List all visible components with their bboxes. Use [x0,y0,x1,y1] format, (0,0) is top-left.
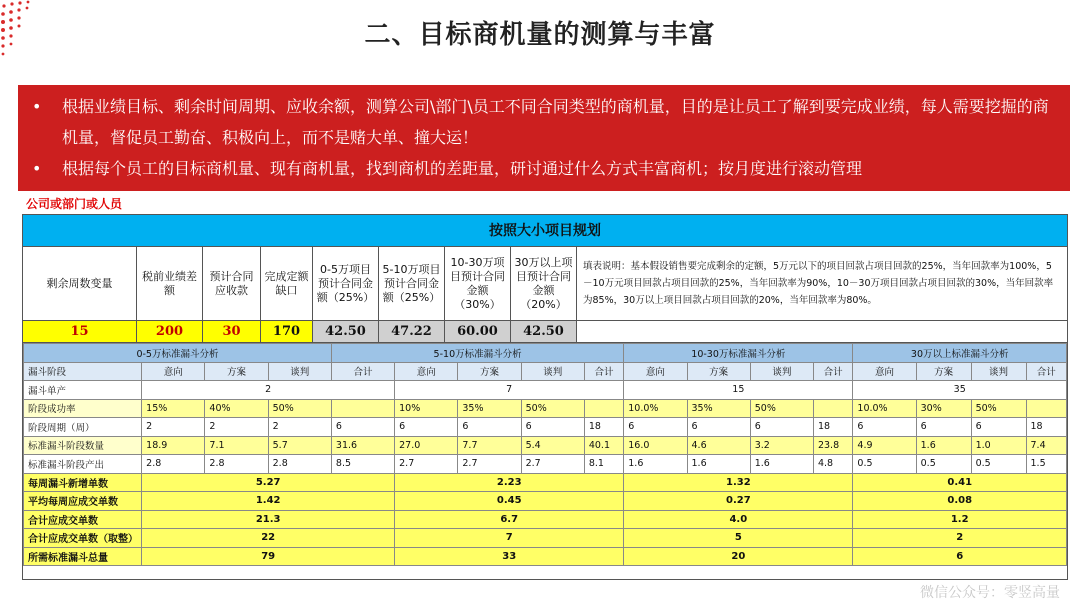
summary-label: 平均每周应成交单数 [24,492,142,511]
funnel-cell: 6 [395,418,458,437]
unit-output-0-5w: 2 [142,381,395,400]
summary-value: 5.27 [142,473,395,492]
banner-bullet-1: • 根据业绩目标、剩余时间周期、应收余额，测算公司\部门\员工不同合同类型的商机量，目的是让员工了解到要完成业绩，每人需要挖掘的商机量，督促员工勤奋、积极向上，而不是赌大单、撞大运！ [32,91,1056,153]
stage-total: 合计 [584,362,623,381]
stage-total: 合计 [813,362,852,381]
funnel-cell: 1.6 [687,455,750,474]
unit-output-10-30w: 15 [624,381,853,400]
stage-label: 漏斗阶段 [24,362,142,381]
funnel-cell: 3.2 [750,436,813,455]
col-10-30w-amount: 10-30万项目预计合同金额（30%） [445,247,511,320]
funnel-cell: 2 [268,418,331,437]
summary-value: 5 [624,529,853,548]
funnel-cell: 2 [142,418,205,437]
row-label: 阶段成功率 [24,399,142,418]
funnel-cell: 31.6 [331,436,394,455]
stage-proposal: 方案 [687,362,750,381]
stage-negotiation: 谈判 [971,362,1026,381]
stage-negotiation: 谈判 [750,362,813,381]
funnel-cell: 16.0 [624,436,687,455]
value-quota-gap: 170 [261,321,313,342]
stage-negotiation: 谈判 [521,362,584,381]
funnel-unit-output-row [24,381,1067,400]
funnel-cell: 4.9 [853,436,916,455]
stage-total: 合计 [331,362,394,381]
funnel-cell: 6 [853,418,916,437]
fill-instructions-note: 填表说明：基本假设销售要完成剩余的定额，5万元以下的项目回款占项目回款的25%，当年回款率为100%，5－10万元项目回款占项目回款的25%，当年回款率为90%，10－30万项目回款占项目回款的30%，当年回款率为85%，30万以上项目回款占项目回款的20%，当年回款率为80%。 [583,261,1054,306]
summary-banner [18,85,1070,191]
funnel-cell: 0.5 [853,455,916,474]
plan-values-row [23,321,1067,343]
company-label: 公司或部门或人员 [26,197,123,211]
summary-value: 79 [142,547,395,566]
funnel-cell: 4.8 [813,455,852,474]
stage-intent: 意向 [142,362,205,381]
funnel-cell: 1.6 [916,436,971,455]
summary-label: 所需标准漏斗总量 [24,547,142,566]
funnel-cell: 27.0 [395,436,458,455]
stage-proposal: 方案 [458,362,521,381]
summary-row [24,510,1067,529]
funnel-cell: 50% [268,399,331,418]
funnel-cell: 2.7 [395,455,458,474]
row-label: 漏斗单产 [24,381,142,400]
funnel-cell [813,399,852,418]
funnel-cell: 10.0% [853,399,916,418]
row-label: 标准漏斗阶段产出 [24,455,142,474]
stage-intent: 意向 [853,362,916,381]
funnel-cell: 40% [205,399,268,418]
summary-value: 1.2 [853,510,1067,529]
summary-value: 4.0 [624,510,853,529]
funnel-row [24,418,1067,437]
col-5-10w-amount: 5-10万项目预计合同金额（25%） [379,247,445,320]
value-5-10w-amount: 47.22 [379,321,445,342]
funnel-cell: 1.5 [1026,455,1066,474]
funnel-stage-header-row [24,362,1067,381]
funnel-cell: 8.1 [584,455,623,474]
summary-value: 1.32 [624,473,853,492]
funnel-cell: 18 [813,418,852,437]
summary-value: 0.45 [395,492,624,511]
funnel-cell: 40.1 [584,436,623,455]
funnel-cell: 1.6 [750,455,813,474]
funnel-row [24,455,1067,474]
stage-proposal: 方案 [916,362,971,381]
stage-negotiation: 谈判 [268,362,331,381]
plan-header: 按照大小项目规划 [23,215,1067,247]
summary-row [24,529,1067,548]
funnel-cell: 35% [687,399,750,418]
funnel-cell: 7.4 [1026,436,1066,455]
stage-total: 合计 [1026,362,1066,381]
funnel-cell [1026,399,1066,418]
funnel-cell: 6 [521,418,584,437]
unit-output-5-10w: 7 [395,381,624,400]
funnel-cell: 1.0 [971,436,1026,455]
funnel-cell: 2.7 [458,455,521,474]
group-5-10w: 5-10万标准漏斗分析 [331,344,623,363]
funnel-cell: 18 [584,418,623,437]
summary-label: 合计应成交单数（取整） [24,529,142,548]
funnel-cell: 35% [458,399,521,418]
funnel-group-header-row [24,344,1067,363]
value-10-30w-amount: 60.00 [445,321,511,342]
funnel-cell: 2.8 [205,455,268,474]
funnel-cell [331,399,394,418]
note-continuation [577,321,1067,342]
funnel-cell: 6 [331,418,394,437]
funnel-cell: 6 [687,418,750,437]
funnel-cell: 50% [971,399,1026,418]
summary-label: 每周漏斗新增单数 [24,473,142,492]
funnel-cell: 7.7 [458,436,521,455]
plan-column-headers [23,247,1067,321]
row-label: 阶段周期（周） [24,418,142,437]
funnel-cell: 4.6 [687,436,750,455]
funnel-cell: 6 [971,418,1026,437]
funnel-cell: 2.8 [268,455,331,474]
funnel-cell: 2.7 [521,455,584,474]
funnel-cell: 7.1 [205,436,268,455]
funnel-cell: 15% [142,399,205,418]
summary-value: 22 [142,529,395,548]
funnel-cell: 30% [916,399,971,418]
col-0-5w-amount: 0-5万项目预计合同金额（25%） [313,247,379,320]
col-30w-plus-amount: 30万以上项目预计合同金额（20%） [511,247,577,320]
summary-value: 6.7 [395,510,624,529]
summary-value: 1.42 [142,492,395,511]
funnel-cell: 2.8 [142,455,205,474]
funnel-cell: 18.9 [142,436,205,455]
funnel-row [24,399,1067,418]
col-remaining-weeks: 剩余周数变量 [23,247,137,320]
value-pretax-gap: 200 [137,321,203,342]
funnel-cell: 6 [916,418,971,437]
funnel-cell: 1.6 [624,455,687,474]
funnel-cell: 0.5 [916,455,971,474]
funnel-cell: 10.0% [624,399,687,418]
col-pretax-gap: 税前业绩差额 [137,247,203,320]
value-0-5w-amount: 42.50 [313,321,379,342]
summary-value: 7 [395,529,624,548]
banner-bullet-2: • 根据每个员工的目标商机量、现有商机量，找到商机的差距量，研讨通过什么方式丰富商机；按月度进行滚动管理 [32,153,1056,184]
funnel-cell: 5.4 [521,436,584,455]
funnel-cell: 6 [458,418,521,437]
funnel-row [24,436,1067,455]
stage-intent: 意向 [624,362,687,381]
value-remaining-weeks: 15 [23,321,137,342]
group-0-5w: 0-5万标准漏斗分析 [24,344,332,363]
funnel-cell: 18 [1026,418,1066,437]
funnel-analysis-table [23,343,1067,566]
funnel-cell: 0.5 [971,455,1026,474]
watermark: 微信公众号：零竖高量 [920,585,1060,601]
stage-intent: 意向 [395,362,458,381]
funnel-cell: 5.7 [268,436,331,455]
summary-value: 20 [624,547,853,566]
summary-value: 0.27 [624,492,853,511]
summary-value: 33 [395,547,624,566]
col-quota-gap: 完成定额缺口 [261,247,313,320]
summary-row [24,473,1067,492]
summary-row [24,547,1067,566]
row-label: 标准漏斗阶段数量 [24,436,142,455]
funnel-cell: 8.5 [331,455,394,474]
stage-proposal: 方案 [205,362,268,381]
funnel-cell: 6 [624,418,687,437]
group-30w-plus: 30万以上标准漏斗分析 [853,344,1067,363]
unit-output-30w-plus: 35 [853,381,1067,400]
page-title: 二、目标商机量的测算与丰富 [364,20,716,50]
value-30w-plus-amount: 42.50 [511,321,577,342]
col-expected-receivable: 预计合同应收款 [203,247,261,320]
summary-value: 0.08 [853,492,1067,511]
funnel-cell: 2 [205,418,268,437]
summary-label: 合计应成交单数 [24,510,142,529]
summary-value: 21.3 [142,510,395,529]
summary-row [24,492,1067,511]
value-expected-receivable: 30 [203,321,261,342]
group-10-30w: 10-30万标准漏斗分析 [624,344,853,363]
funnel-cell: 10% [395,399,458,418]
summary-value: 0.41 [853,473,1067,492]
funnel-cell: 23.8 [813,436,852,455]
funnel-cell: 6 [750,418,813,437]
summary-value: 2 [853,529,1067,548]
funnel-cell [584,399,623,418]
summary-value: 6 [853,547,1067,566]
planning-table [22,214,1068,580]
summary-value: 2.23 [395,473,624,492]
funnel-cell: 50% [521,399,584,418]
funnel-cell: 50% [750,399,813,418]
